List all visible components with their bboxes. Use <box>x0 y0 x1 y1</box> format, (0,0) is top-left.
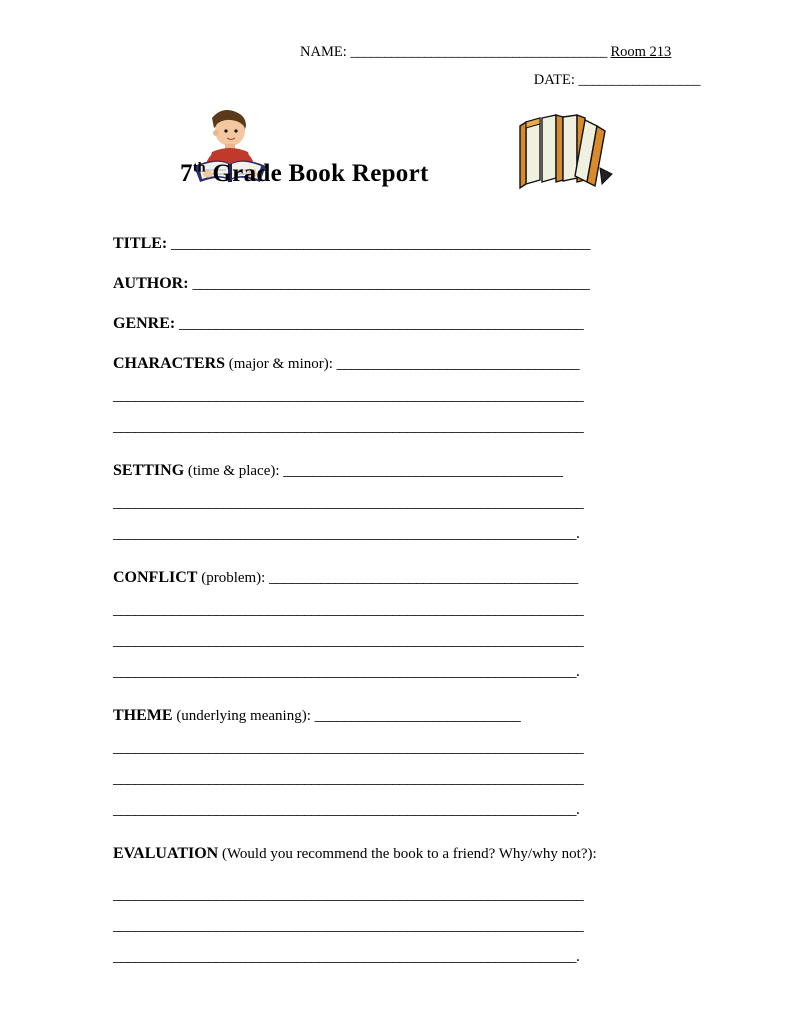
field-theme-hint: (underlying meaning): <box>172 708 315 724</box>
field-setting-line-2[interactable]: ________________________________________________________________ <box>113 494 584 511</box>
field-evaluation-line-3[interactable]: _______________________________________________________________. <box>113 948 580 965</box>
field-characters-line-2[interactable]: ________________________________________________________________ <box>113 387 584 404</box>
title-rest: Grade Book Report <box>205 160 429 187</box>
spacer <box>113 339 678 348</box>
spacer <box>113 687 678 700</box>
field-conflict-line-2[interactable]: ________________________________________________________________ <box>113 601 584 618</box>
field-characters <box>113 348 678 380</box>
field-genre-blank-line[interactable]: _______________________________________________________ <box>179 315 584 332</box>
field-author-label: AUTHOR: <box>113 275 189 292</box>
field-setting-hint: (time & place): <box>184 463 284 479</box>
spacer <box>113 825 678 838</box>
field-theme-line-4[interactable]: _______________________________________________________________. <box>113 801 580 818</box>
spacer <box>113 299 678 308</box>
page-title <box>180 160 600 188</box>
date-blank-line[interactable]: __________________ <box>578 72 700 88</box>
field-theme-blank-line[interactable]: ____________________________ <box>314 707 521 724</box>
spacer <box>113 259 678 268</box>
title-grade-number: 7 <box>180 160 193 187</box>
name-row <box>300 44 700 61</box>
field-characters-line-3[interactable]: ________________________________________________________________ <box>113 418 584 435</box>
field-characters-label: CHARACTERS <box>113 355 226 372</box>
field-characters-hint: (major & minor): <box>225 356 337 372</box>
field-theme <box>113 700 678 732</box>
field-author <box>113 268 678 299</box>
title-ordinal-suffix: th <box>192 160 206 176</box>
field-theme-label: THEME <box>113 707 173 724</box>
name-label: NAME: <box>300 44 347 60</box>
field-evaluation-line-1[interactable]: ________________________________________________________________ <box>113 886 584 903</box>
field-evaluation-label: EVALUATION <box>113 845 219 862</box>
field-author-blank-line[interactable]: ______________________________________________________ <box>192 275 590 292</box>
room-number: Room 213 <box>610 44 672 60</box>
field-conflict-line-4[interactable]: _______________________________________________________________. <box>113 663 580 680</box>
field-theme-line-3[interactable]: ________________________________________________________________ <box>113 770 584 787</box>
field-evaluation <box>113 838 678 870</box>
field-genre-label: GENRE: <box>113 315 176 332</box>
spacer <box>113 870 678 879</box>
field-title <box>113 228 678 259</box>
field-conflict <box>113 562 678 594</box>
field-title-blank-line[interactable]: _________________________________________________________ <box>171 235 591 252</box>
date-label: DATE: <box>533 72 575 88</box>
field-conflict-blank-line[interactable]: __________________________________________ <box>269 569 578 586</box>
field-setting-line-3[interactable]: _______________________________________________________________. <box>113 525 580 542</box>
spacer <box>113 442 678 455</box>
field-setting-blank-line[interactable]: ______________________________________ <box>283 462 563 479</box>
field-theme-line-2[interactable]: ________________________________________________________________ <box>113 739 584 756</box>
field-conflict-line-3[interactable]: ________________________________________________________________ <box>113 632 584 649</box>
name-blank-line[interactable]: ______________________________________ <box>350 44 607 60</box>
field-evaluation-line-2[interactable]: ________________________________________________________________ <box>113 917 584 934</box>
field-genre <box>113 308 678 339</box>
field-evaluation-hint: (Would you recommend the book to a friend? Why/why not?): <box>218 846 597 862</box>
book-report-form <box>113 228 678 972</box>
spacer <box>113 549 678 562</box>
field-conflict-label: CONFLICT <box>113 569 198 586</box>
field-setting <box>113 455 678 487</box>
field-conflict-hint: (problem): <box>197 570 270 586</box>
field-setting-label: SETTING <box>113 462 185 479</box>
date-row <box>300 72 700 89</box>
field-characters-blank-line[interactable]: _________________________________ <box>336 355 580 372</box>
field-title-label: TITLE: <box>113 235 168 252</box>
